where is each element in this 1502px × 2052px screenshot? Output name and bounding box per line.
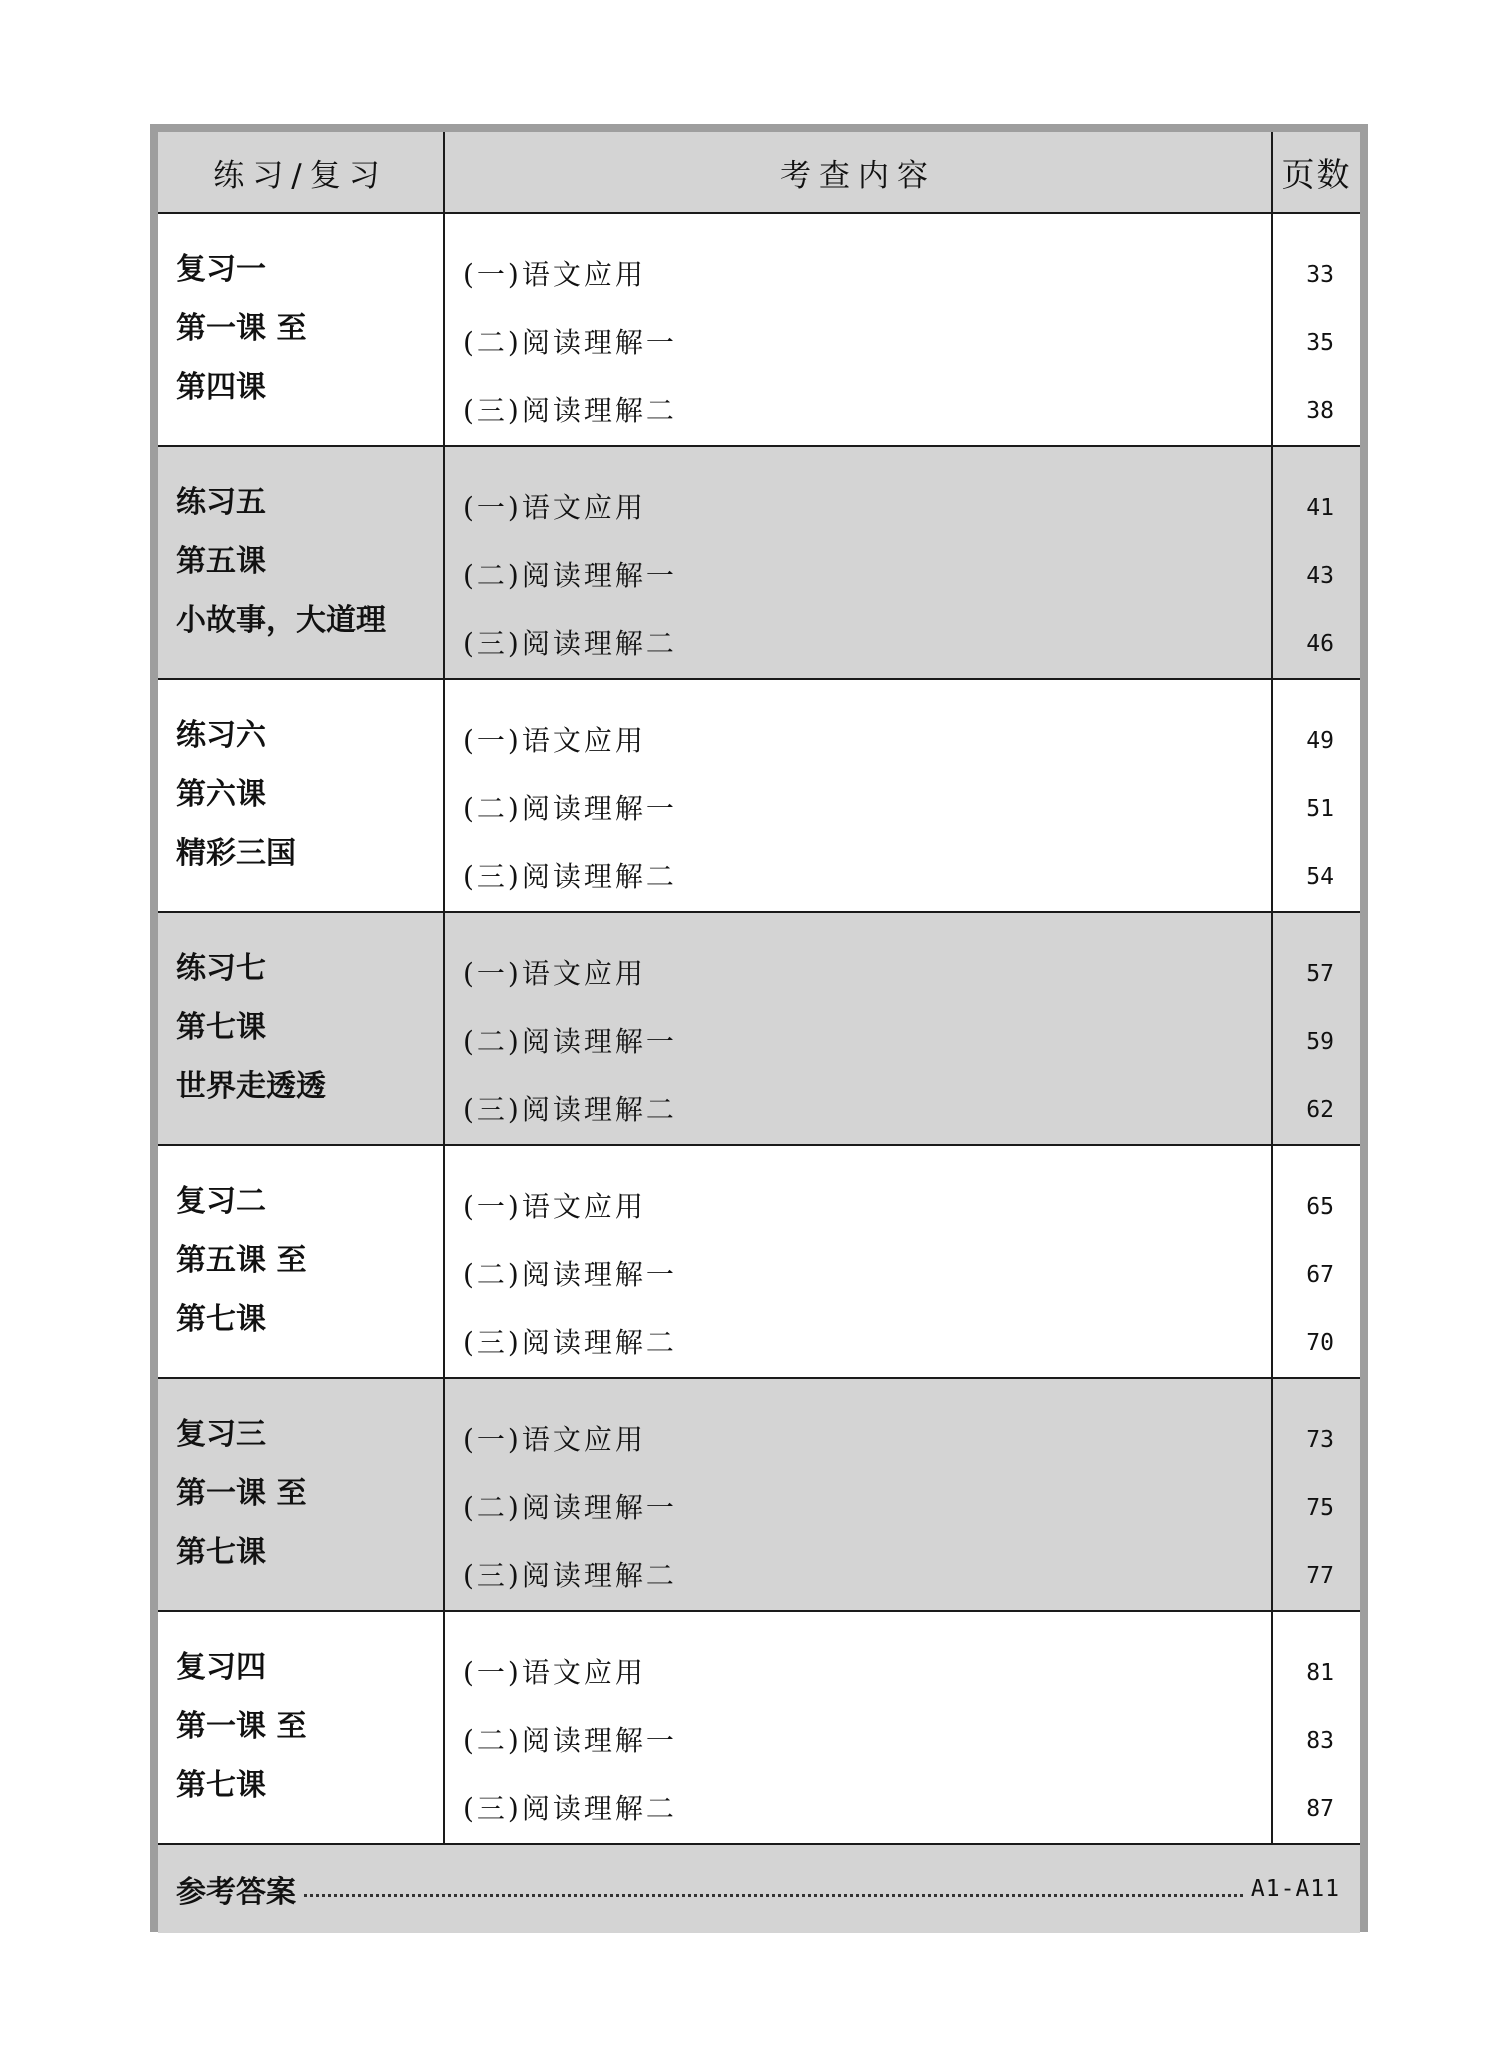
lesson-title: 第五课 至 <box>176 1243 307 1278</box>
lesson-title: 第一课 至 <box>176 1709 307 1744</box>
exercise-title: 复习二 <box>176 1184 266 1219</box>
page-list <box>1273 680 1360 911</box>
page-number: 43 <box>1306 563 1334 589</box>
topic-item: (二)阅读理解一 <box>463 326 677 359</box>
theme-title: 第七课 <box>176 1535 266 1570</box>
topic-item: (一)语文应用 <box>463 1423 646 1456</box>
page-number: 67 <box>1306 1262 1334 1288</box>
topic-item: (一)语文应用 <box>463 957 646 990</box>
exercise-title: 练习六 <box>176 718 266 753</box>
table-row <box>158 446 1360 679</box>
topic-item: (三)阅读理解二 <box>463 1792 677 1825</box>
page-number: 81 <box>1306 1660 1334 1686</box>
topic-list <box>445 447 1271 678</box>
table-row <box>158 1378 1360 1611</box>
lesson-title: 第七课 <box>176 1010 266 1045</box>
exercise-title: 练习五 <box>176 485 266 520</box>
lesson-title: 第五课 <box>176 544 266 579</box>
page-list <box>1273 447 1360 678</box>
topic-list <box>445 214 1271 445</box>
header-pages: 页数 <box>1272 132 1360 213</box>
page-number: 33 <box>1306 262 1334 288</box>
topic-item: (三)阅读理解二 <box>463 1559 677 1592</box>
theme-title: 小故事，大道理 <box>176 603 386 638</box>
page-number: 35 <box>1306 330 1334 356</box>
table-row <box>158 213 1360 446</box>
page-number: 54 <box>1306 864 1334 890</box>
topic-item: (三)阅读理解二 <box>463 860 677 893</box>
page-number: 87 <box>1306 1796 1334 1822</box>
topic-item: (二)阅读理解一 <box>463 559 677 592</box>
answer-key-label: 参考答案 <box>176 1875 296 1910</box>
unit-cell <box>158 1146 443 1349</box>
topic-item: (一)语文应用 <box>463 1656 646 1689</box>
topic-item: (一)语文应用 <box>463 1190 646 1223</box>
topic-item: (一)语文应用 <box>463 258 646 291</box>
answer-key-row <box>158 1844 1360 1933</box>
lesson-title: 第一课 至 <box>176 1476 307 1511</box>
page-number: 41 <box>1306 495 1334 521</box>
page-number: 83 <box>1306 1728 1334 1754</box>
toc-frame <box>150 124 1368 1932</box>
topic-item: (三)阅读理解二 <box>463 1093 677 1126</box>
page-number: 65 <box>1306 1194 1334 1220</box>
page-list <box>1273 1612 1360 1843</box>
page-number: 38 <box>1306 398 1334 424</box>
page-list <box>1273 1379 1360 1610</box>
answer-key-line <box>158 1867 1360 1911</box>
header-exercise: 练习/复习 <box>158 132 444 213</box>
table-row <box>158 1145 1360 1378</box>
unit-cell <box>158 680 443 883</box>
dot-leader <box>304 1894 1243 1897</box>
answer-key-pages: A1-A11 <box>1250 1876 1340 1902</box>
page-number: 57 <box>1306 961 1334 987</box>
topic-item: (二)阅读理解一 <box>463 1724 677 1757</box>
topic-list <box>445 1379 1271 1610</box>
exercise-title: 复习三 <box>176 1417 266 1452</box>
page-number: 51 <box>1306 796 1334 822</box>
unit-cell <box>158 913 443 1116</box>
page-number: 59 <box>1306 1029 1334 1055</box>
exercise-title: 练习七 <box>176 951 266 986</box>
topic-list <box>445 913 1271 1144</box>
topic-item: (一)语文应用 <box>463 724 646 757</box>
unit-cell <box>158 214 443 417</box>
unit-cell <box>158 1612 443 1815</box>
page-number: 73 <box>1306 1427 1334 1453</box>
topic-list <box>445 1146 1271 1377</box>
table-row <box>158 1611 1360 1844</box>
header-content: 考查内容 <box>444 132 1272 213</box>
topic-item: (二)阅读理解一 <box>463 792 677 825</box>
topic-list <box>445 1612 1271 1843</box>
topic-item: (三)阅读理解二 <box>463 627 677 660</box>
table-header-row <box>158 132 1360 213</box>
page-list <box>1273 1146 1360 1377</box>
exercise-title: 复习一 <box>176 252 266 287</box>
lesson-title: 第一课 至 <box>176 311 307 346</box>
page-number: 49 <box>1306 728 1334 754</box>
page-number: 77 <box>1306 1563 1334 1589</box>
topic-item: (二)阅读理解一 <box>463 1491 677 1524</box>
topic-item: (一)语文应用 <box>463 491 646 524</box>
page-number: 70 <box>1306 1330 1334 1356</box>
exercise-title: 复习四 <box>176 1650 266 1685</box>
unit-cell <box>158 447 443 650</box>
theme-title: 第四课 <box>176 370 266 405</box>
topic-item: (三)阅读理解二 <box>463 1326 677 1359</box>
page-list <box>1273 913 1360 1144</box>
topic-item: (二)阅读理解一 <box>463 1258 677 1291</box>
theme-title: 世界走透透 <box>176 1069 326 1104</box>
theme-title: 第七课 <box>176 1768 266 1803</box>
page-list <box>1273 214 1360 445</box>
unit-cell <box>158 1379 443 1582</box>
theme-title: 第七课 <box>176 1302 266 1337</box>
topic-list <box>445 680 1271 911</box>
toc-table <box>158 132 1360 1933</box>
table-row <box>158 679 1360 912</box>
page-number: 62 <box>1306 1097 1334 1123</box>
topic-item: (二)阅读理解一 <box>463 1025 677 1058</box>
theme-title: 精彩三国 <box>176 836 296 871</box>
lesson-title: 第六课 <box>176 777 266 812</box>
topic-item: (三)阅读理解二 <box>463 394 677 427</box>
table-row <box>158 912 1360 1145</box>
page-number: 75 <box>1306 1495 1334 1521</box>
page-number: 46 <box>1306 631 1334 657</box>
